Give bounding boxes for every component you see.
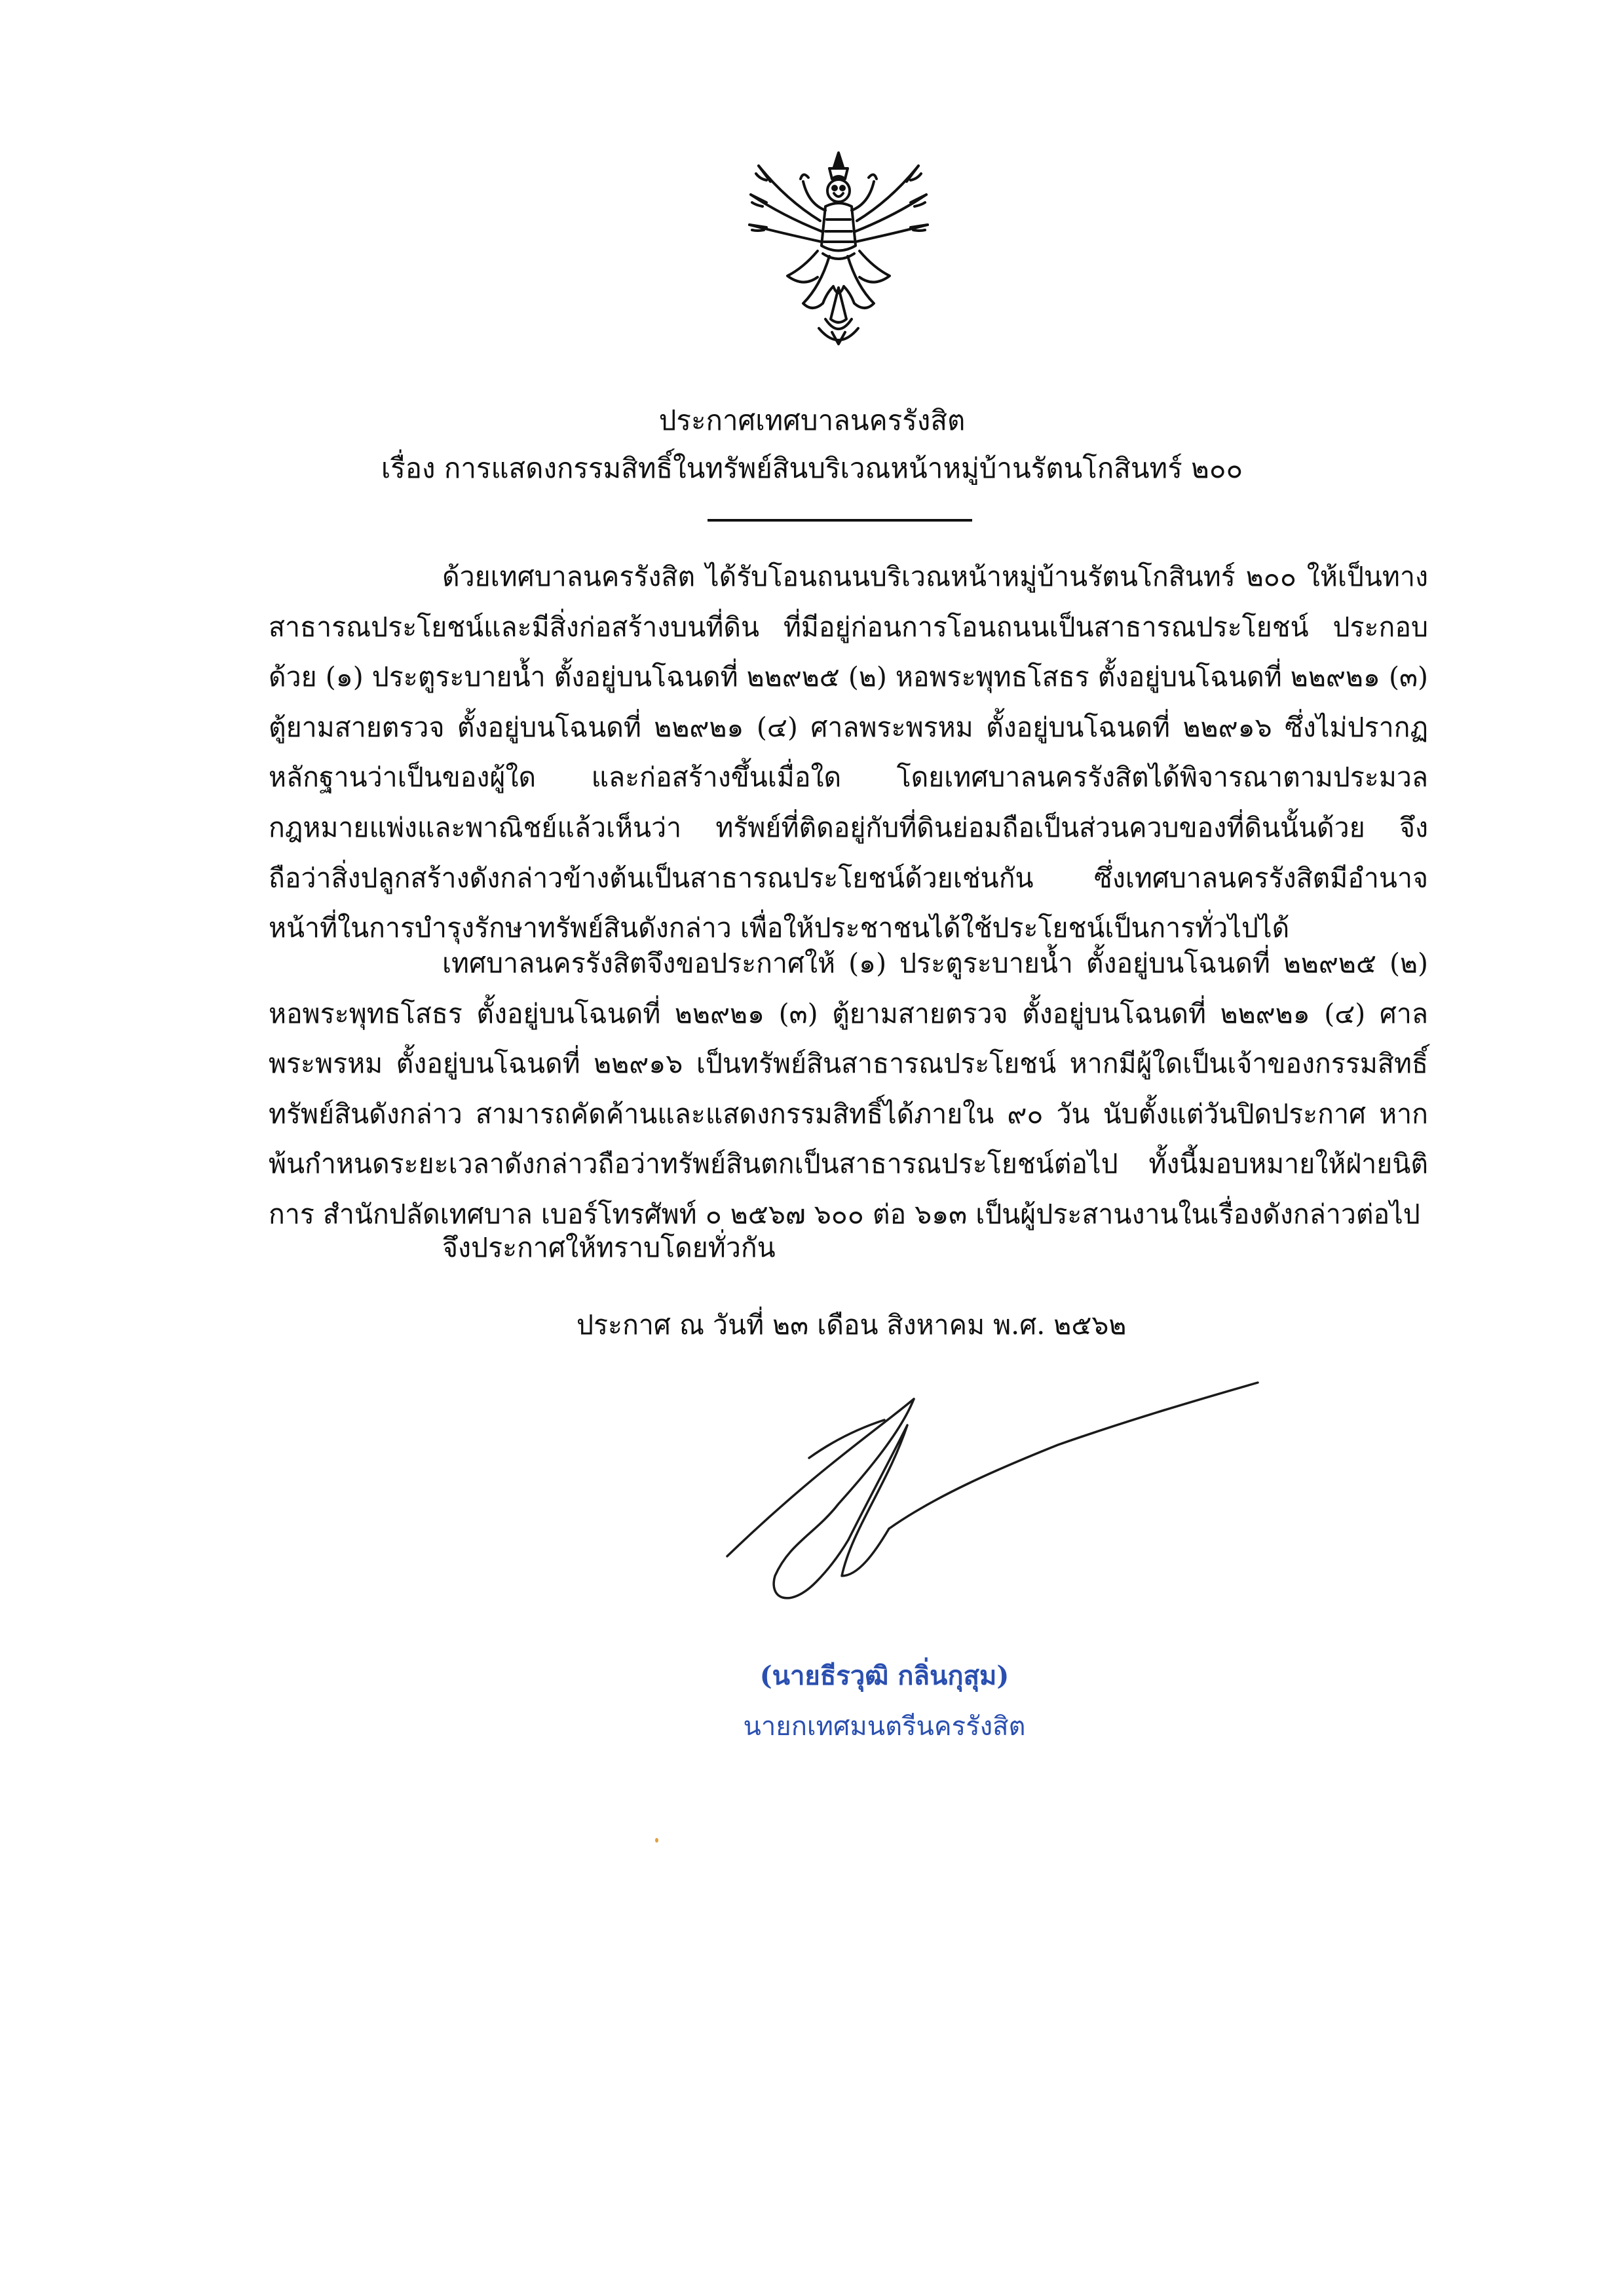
announcement-date: ประกาศ ณ วันที่ ๒๓ เดือน สิงหาคม พ.ศ. ๒๕๖๒ [576, 1309, 1127, 1341]
signer-position: นายกเทศมนตรีนครรังสิต [743, 1712, 1026, 1742]
body-paragraph-1: ด้วยเทศบาลนครรังสิต ได้รับโอนถนนบริเวณหน้าหมู่บ้านรัตนโกสินทร์ ๒๐๐ ให้เป็นทางสาธารณประโยชน์และมีสิ่งก่อสร้างบนที่ดิน ที่มีอยู่ก่อนการโอนถนนเป็นสาธารณประโยชน์ ประกอบด้วย (๑) ประตูระบายน้ำ ตั้งอยู่บนโฉนดที่ ๒๒๙๒๕ (๒) หอพระพุทธโสธร ตั้งอยู่บนโฉนดที่ ๒๒๙๒๑ (๓) ตู้ยามสายตรวจ ตั้งอยู่บนโฉนดที่ ๒๒๙๒๑ (๔) ศาลพระพรหม ตั้งอยู่บนโฉนดที่ ๒๒๙๑๖ ซึ่งไม่ปรากฏหลักฐานว่าเป็นของผู้ใด และก่อสร้างขึ้นเมื่อใด โดยเทศบาลนครรังสิตได้พิจารณาตามประมวลกฎหมายแพ่งและพาณิชย์แล้วเห็นว่า ทรัพย์ที่ติดอยู่กับที่ดินย่อมถือเป็นส่วนควบของที่ดินนั้นด้วย จึงถือว่าสิ่งปลูกสร้างดังกล่าวข้างต้นเป็นสาธารณประโยชน์ด้วยเช่นกัน ซึ่งเทศบาลนครรังสิตมีอำนาจหน้าที่ในการบำรุงรักษาทรัพย์สินดังกล่าว เพื่อให้ประชาชนได้ใช้ประโยชน์เป็นการทั่วไปได้ [269, 561, 1428, 944]
closing-statement: จึงประกาศให้ทราบโดยทั่วกัน [442, 1232, 776, 1263]
garuda-emblem [740, 147, 937, 360]
announcement-subject: เรื่อง การแสดงกรรมสิทธิ์ในทรัพย์สินบริเวณหน้าหมู่บ้านรัตนโกสินทร์ ๒๐๐ [381, 452, 1243, 484]
handwritten-signature [717, 1360, 1268, 1622]
body-paragraph-2: เทศบาลนครรังสิตจึงขอประกาศให้ (๑) ประตูระบายน้ำ ตั้งอยู่บนโฉนดที่ ๒๒๙๒๕ (๒) หอพระพุทธโสธร ตั้งอยู่บนโฉนดที่ ๒๒๙๒๑ (๓) ตู้ยามสายตรวจ ตั้งอยู่บนโฉนดที่ ๒๒๙๒๑ (๔) ศาลพระพรหม ตั้งอยู่บนโฉนดที่ ๒๒๙๑๖ เป็นทรัพย์สินสาธารณประโยชน์ หากมีผู้ใดเป็นเจ้าของกรรมสิทธิ์ทรัพย์สินดังกล่าว สามารถคัดค้านและแสดงกรรมสิทธิ์ได้ภายใน ๙๐ วัน นับตั้งแต่วันปิดประกาศ หากพ้นกำหนดระยะเวลาดังกล่าวถือว่าทรัพย์สินตกเป็นสาธารณประโยชน์ต่อไป ทั้งนี้มอบหมายให้ฝ่ายนิติการ สำนักปลัดเทศบาล เบอร์โทรศัพท์ ๐ ๒๕๖๗ ๖๐๐ ต่อ ๖๑๓ เป็นผู้ประสานงานในเรื่องดังกล่าวต่อไป [269, 947, 1428, 1230]
announcement-title: ประกาศเทศบาลนครรังสิต [658, 404, 966, 436]
paper-speck [655, 1838, 658, 1843]
title-divider [708, 519, 972, 522]
signer-name: (นายธีรวุฒิ กลิ่นกุสุม) [759, 1660, 1010, 1691]
